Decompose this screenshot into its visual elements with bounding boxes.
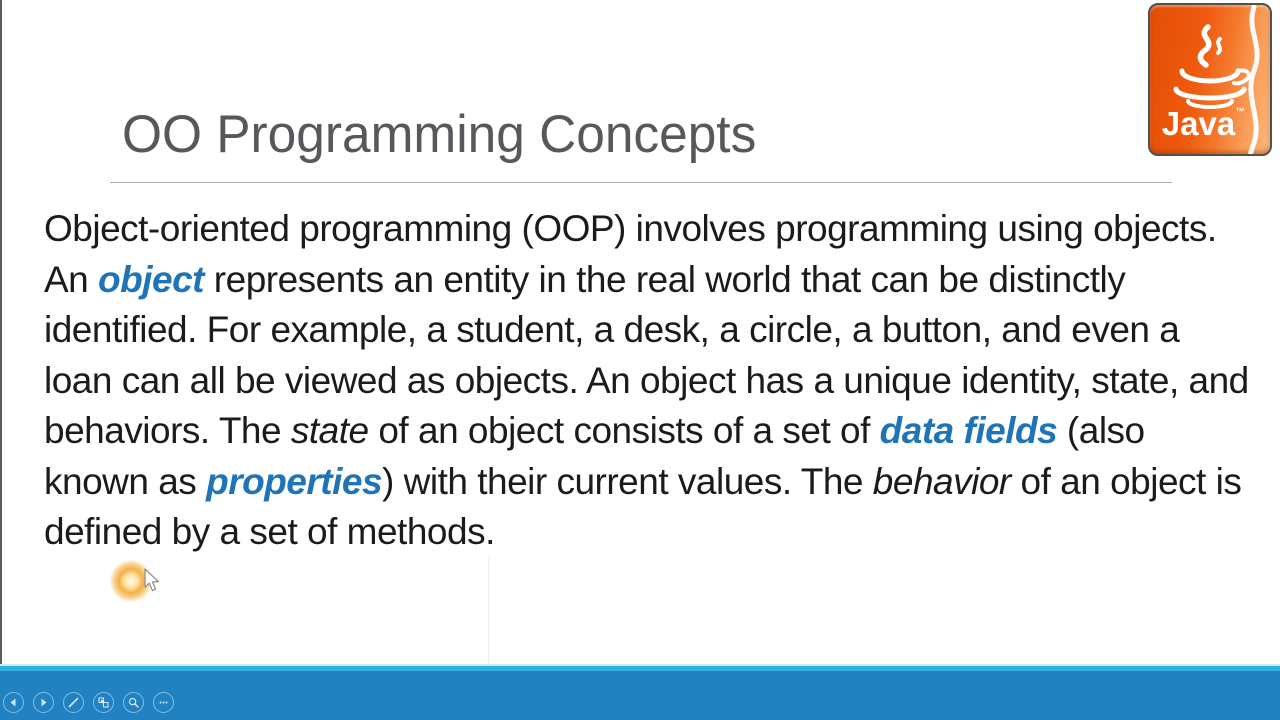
title-divider (110, 182, 1172, 183)
body-segment-italic: state (290, 410, 369, 451)
previous-slide-button[interactable] (3, 692, 24, 713)
pen-tools-button[interactable] (63, 692, 84, 713)
body-segment-blue: object (98, 258, 205, 300)
java-logo-wordmark: Java™ (1161, 105, 1245, 142)
right-arrow-icon (37, 696, 50, 709)
body-segment-normal: ) with their current values. The (382, 460, 873, 502)
zoom-button[interactable] (123, 692, 144, 713)
body-segment-normal: (also known as (44, 410, 1145, 502)
slides-grid-icon (97, 696, 110, 709)
body-segment-blue: properties (206, 460, 383, 502)
body-segment-normal: Object-oriented programming (OOP) involves programming using objects. An (44, 208, 1217, 300)
ellipsis-icon (157, 696, 170, 709)
body-segment-blue: data fields (879, 410, 1058, 451)
video-left-edge (0, 0, 2, 664)
pen-icon (67, 696, 80, 709)
body-segment-normal: of an object is defined by a set of methods. (44, 460, 1242, 552)
more-options-button[interactable] (153, 692, 174, 713)
magnifier-icon (127, 696, 140, 709)
presenter-controls (3, 692, 174, 713)
see-all-slides-button[interactable] (93, 692, 114, 713)
faint-artifact-line (488, 558, 489, 664)
slide-body-text (44, 204, 1256, 558)
slide-title: OO Programming Concepts (122, 105, 757, 164)
body-segment-normal: of an object consists of a set of (368, 410, 880, 451)
left-arrow-icon (7, 696, 20, 709)
body-segment-italic: behavior (872, 460, 1011, 502)
java-logo (1148, 3, 1272, 156)
presenter-toolbar (0, 671, 1280, 720)
next-slide-button[interactable] (33, 692, 54, 713)
body-segment-normal: represents an entity in the real world that can be distinctly identified. For example, a student, a desk, a circle, a button, and even a loan can all be viewed as objects. An object has a unique identity, state, and behaviors. The (44, 258, 1249, 451)
mouse-cursor-icon (143, 568, 161, 599)
